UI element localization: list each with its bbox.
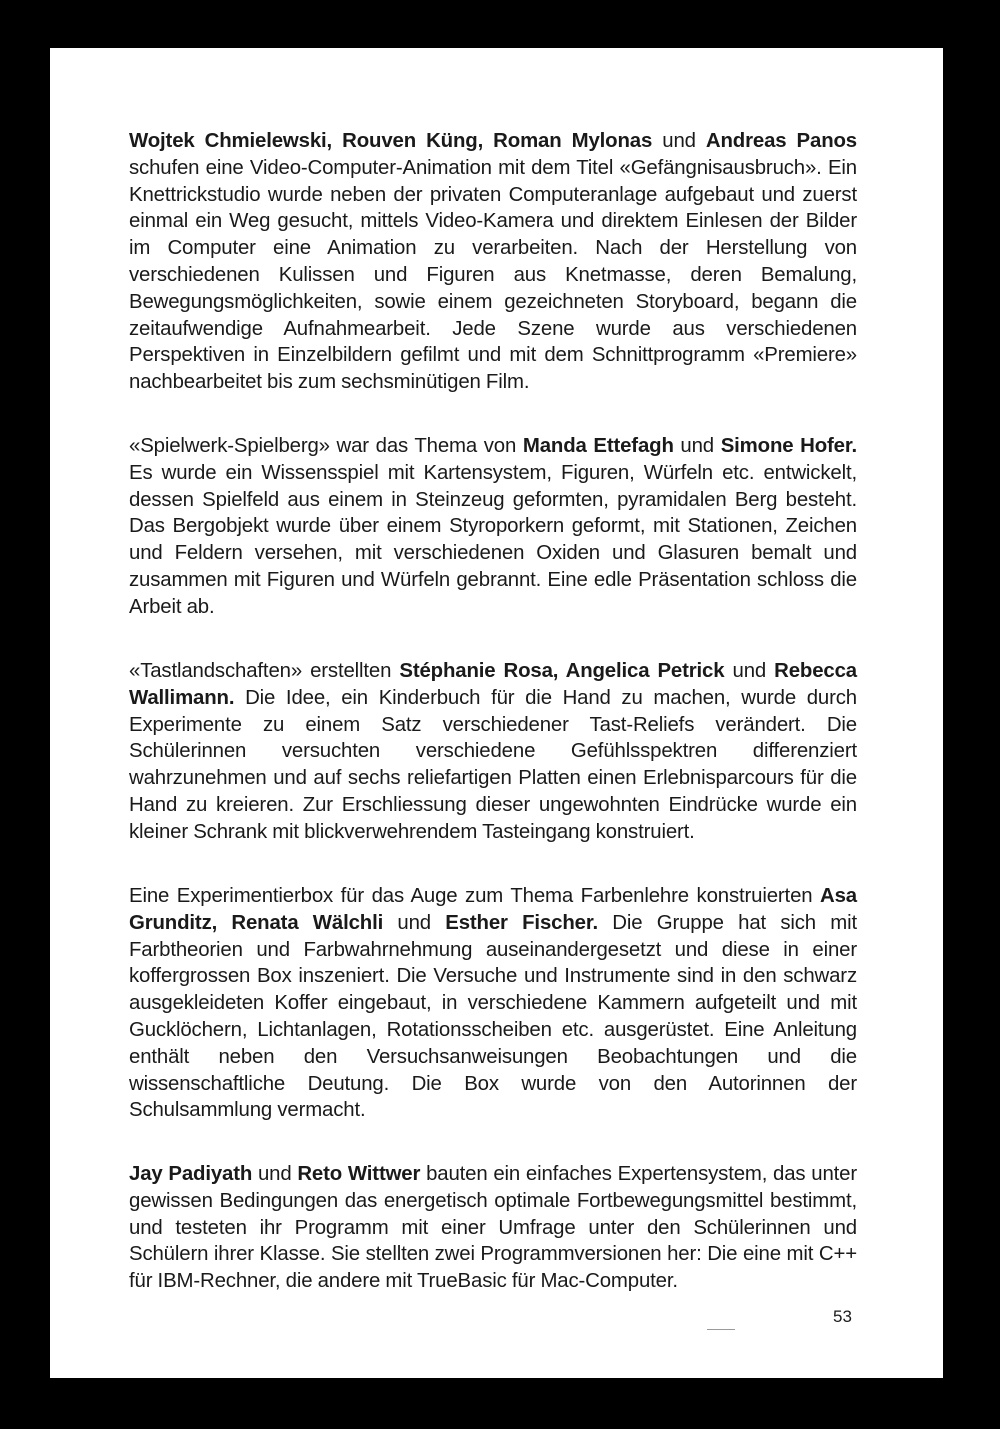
author-name: Andreas Panos xyxy=(705,130,857,152)
paragraph-animation xyxy=(129,128,857,396)
paragraph-experimentierbox xyxy=(129,883,857,1124)
author-name: Jay Padiyath xyxy=(129,1163,253,1185)
text-run: Es wurde ein Wissensspiel mit Kartensystem, Figuren, Würfeln etc. entwickelt, dessen Spielfeld aus einem in Steinzeug geformten, pyramidalen Berg besteht. Das Bergobjekt wurde über einem Styroporkern geformt, mit Stationen, Zeichen und Feldern versehen, mit verschiedenen Oxiden und Glasuren bemalt und zusammen mit Figuren und Würfeln gebrannt. Eine edle Präsentation schloss die Arbeit ab. xyxy=(129,461,857,618)
page-number: 53 xyxy=(833,1307,852,1326)
text-run: Eine Experimentierbox für das Auge zum Thema Farbenlehre konstruierten xyxy=(129,885,821,907)
text-run: und xyxy=(383,911,446,934)
document-page xyxy=(50,48,943,1378)
text-run: schufen eine Video-Computer-Animation mit dem Titel «Gefängnisausbruch». Ein Knettrickstudio wurde neben der privaten Computeranlage aufgebaut und zuerst einmal ein Weg gesucht, mittels Video-Kamera und direktem Einlesen der Bilder im Computer eine Animation zu verarbeiten. Nach der Herstellung von verschiedenen Kulissen und Figuren aus Knetmasse, deren Bemalung, Bewegungsmöglichkeiten, sowie einem gezeichneten Storyboard, begann die zeitaufwendige Aufnahmearbeit. Jede Szene wurde aus verschiedenen Perspektiven in Einzelbildern gefilmt und mit dem Schnittprogramm «Premiere» nachbearbeitet bis zum sechsminütigen Film. xyxy=(129,156,857,394)
author-name: Rebecca Wallimann. xyxy=(129,660,857,709)
author-name: Stéphanie Rosa, Angelica Petrick xyxy=(399,660,725,682)
author-name: Manda Ettefagh xyxy=(522,435,674,457)
text-run: «Spielwerk-Spielberg» war das Thema von xyxy=(129,435,523,457)
paragraph-spielwerk xyxy=(129,433,857,621)
text-run: und xyxy=(673,435,721,457)
author-name: Esther Fischer. xyxy=(445,911,599,934)
author-name: Simone Hofer. xyxy=(720,435,857,457)
text-run: und xyxy=(252,1163,298,1185)
paragraph-tastlandschaften xyxy=(129,658,857,846)
paragraph-expertensystem xyxy=(129,1161,857,1295)
author-name: Asa Grunditz, Renata Wälchli xyxy=(129,885,857,934)
text-run: «Tastlandschaften» erstellten xyxy=(129,660,400,682)
author-name: Wojtek Chmielewski, Rouven Küng, Roman Mylonas xyxy=(129,130,653,152)
text-run: und xyxy=(652,130,706,152)
text-run: bauten ein einfaches Expertensystem, das unter gewissen Bedingungen das energetisch optimale Fortbewegungsmittel bestimmt, und testeten ihr Programm mit einer Umfrage unter den Schülerinnen und Schülern ihrer Klasse. Sie stellten zwei Programmversionen her: Die eine mit C++ für IBM-Rechner, die andere mit TrueBasic für Mac-Computer. xyxy=(129,1163,858,1293)
text-run: Die Idee, ein Kinderbuch für die Hand zu machen, wurde durch Experimente zu einem Satz verschiedener Tast-Reliefs verändert. Die Schülerinnen versuchten verschiedene Gefühlsspektren differenziert wahrzunehmen und auf sechs reliefartigen Platten einen Erlebnisparcours für die Hand zu kreieren. Zur Erschliessung dieser ungewohnten Eindrücke wurde ein kleiner Schrank mit blickverwehrendem Tasteingang konstruiert. xyxy=(129,686,857,843)
text-run: Die Gruppe hat sich mit Farbtheorien und Farbwahrnehmung auseinandergesetzt und diese in einer koffergrossen Box inszeniert. Die Versuche und Instrumente sind in den schwarz ausgekleideten Koffer eingebaut, in verschiedene Kammern aufgeteilt und mit Gucklöchern, Lichtanlagen, Rotationsscheiben etc. ausgerüstet. Eine Anleitung enthält neben den Versuchsanweisungen Beobachtungen und die wissenschaftliche Deutung. Die Box wurde von den Autorinnen der Schulsammlung vermacht. xyxy=(129,911,857,1122)
text-run: und xyxy=(724,660,775,682)
scan-mark xyxy=(707,1329,735,1330)
author-name: Reto Wittwer xyxy=(297,1163,421,1185)
